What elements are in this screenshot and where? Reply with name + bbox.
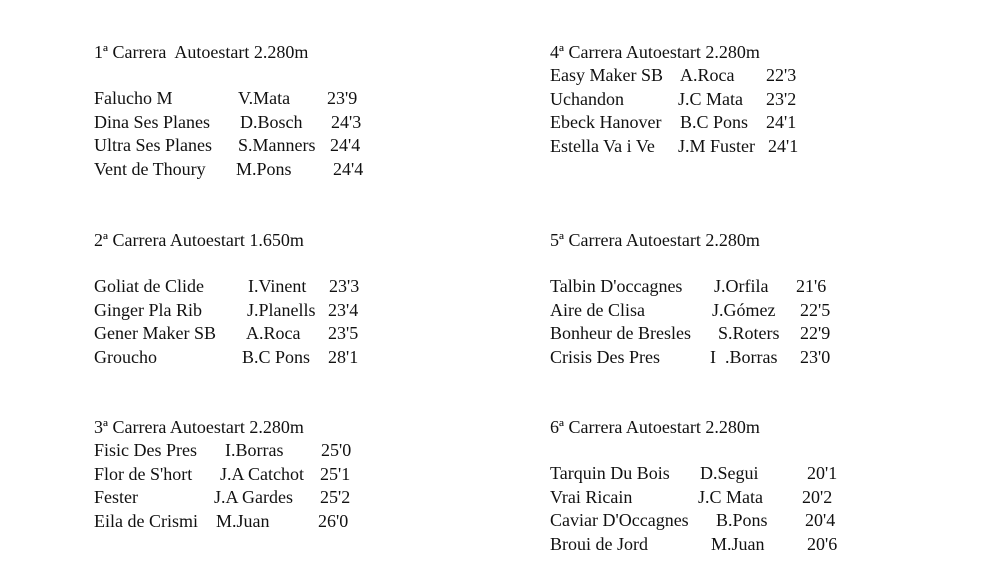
- result-row: [550, 462, 838, 486]
- result-row: [550, 275, 827, 299]
- result-row: [550, 533, 838, 557]
- race-time: 23'2: [766, 88, 797, 109]
- result-row: [94, 346, 359, 370]
- result-row: [550, 299, 831, 323]
- race-time: 23'3: [329, 276, 360, 296]
- horse-name: Ebeck Hanover: [550, 112, 662, 132]
- race-time: 22'5: [800, 299, 831, 320]
- result-row: [550, 346, 831, 370]
- race-title: 2ª Carrera Autoestart 1.650m: [94, 230, 304, 250]
- race-title: 3ª Carrera Autoestart 2.280m: [94, 417, 304, 437]
- result-row: [94, 486, 351, 510]
- race-time: 25'2: [320, 487, 351, 507]
- race-time: 23'0: [800, 346, 831, 367]
- driver-name: I .Borras: [710, 346, 778, 367]
- result-row: [94, 510, 349, 534]
- result-row: [94, 275, 360, 299]
- driver-name: J.M Fuster: [678, 135, 756, 156]
- driver-name: D.Segui: [700, 463, 759, 483]
- horse-name: Falucho M: [94, 88, 173, 108]
- result-row: [94, 322, 359, 346]
- result-row: [550, 135, 799, 159]
- horse-name: Ginger Pla Rib: [94, 299, 202, 320]
- race-time: 20'6: [807, 533, 838, 554]
- result-row: [94, 439, 352, 463]
- result-row: [550, 88, 797, 112]
- result-row: [94, 158, 364, 182]
- horse-name: Eila de Crismi: [94, 510, 198, 531]
- horse-name: Vrai Ricain: [550, 486, 633, 507]
- horse-name: Crisis Des Pres: [550, 346, 661, 367]
- result-row: [550, 64, 797, 88]
- race-4: [550, 41, 799, 158]
- driver-name: J.A Gardes: [214, 487, 293, 507]
- race-time: 24'1: [766, 112, 797, 132]
- race-time: 24'4: [330, 135, 361, 155]
- race-time: 26'0: [318, 510, 349, 531]
- race-time: 24'4: [333, 158, 364, 179]
- horse-name: Ultra Ses Planes: [94, 135, 212, 155]
- race-time: 25'0: [321, 440, 352, 460]
- horse-name: Goliat de Clide: [94, 276, 204, 296]
- race-title: 5ª Carrera Autoestart 2.280m: [550, 230, 760, 250]
- driver-name: J.C Mata: [698, 486, 763, 507]
- driver-name: I.Vinent: [248, 276, 307, 296]
- driver-name: M.Juan: [216, 510, 270, 531]
- race-2: [94, 229, 360, 369]
- race-time: 22'9: [800, 323, 831, 343]
- horse-name: Flor de S'hort: [94, 463, 193, 484]
- race-time: 20'2: [802, 486, 833, 507]
- horse-name: Groucho: [94, 346, 157, 367]
- driver-name: J.Orfila: [714, 276, 769, 296]
- horse-name: Estella Va i Ve: [550, 135, 655, 156]
- race-time: 23'9: [327, 88, 358, 108]
- horse-name: Fisic Des Pres: [94, 440, 197, 460]
- horse-name: Dina Ses Planes: [94, 111, 210, 132]
- race-title: 1ª Carrera Autoestart 2.280m: [94, 42, 309, 62]
- race-time: 28'1: [328, 346, 359, 367]
- driver-name: V.Mata: [238, 88, 291, 108]
- horse-name: Fester: [94, 487, 138, 507]
- race-title: 6ª Carrera Autoestart 2.280m: [550, 417, 760, 437]
- horse-name: Aire de Clisa: [550, 299, 645, 320]
- result-row: [94, 111, 362, 135]
- race-6: [550, 416, 838, 556]
- horse-name: Caviar D'Occagnes: [550, 510, 689, 530]
- driver-name: I.Borras: [225, 440, 284, 460]
- driver-name: J.Planells: [247, 299, 316, 320]
- result-row: [94, 463, 351, 487]
- driver-name: J.Gómez: [712, 299, 776, 320]
- race-time: 22'3: [766, 65, 797, 85]
- driver-name: M.Pons: [236, 158, 292, 179]
- result-row: [94, 299, 359, 323]
- result-row: [550, 509, 836, 533]
- driver-name: S.Manners: [238, 135, 316, 155]
- horse-name: Uchandon: [550, 88, 624, 109]
- race-time: 25'1: [320, 463, 351, 484]
- race-3: [94, 416, 352, 533]
- race-1: [94, 41, 364, 181]
- driver-name: B.C Pons: [242, 346, 311, 367]
- driver-name: A.Roca: [246, 323, 301, 343]
- horse-name: Easy Maker SB: [550, 65, 663, 85]
- horse-name: Bonheur de Bresles: [550, 323, 691, 343]
- horse-name: Vent de Thoury: [94, 158, 206, 179]
- race-time: 20'4: [805, 510, 836, 530]
- horse-name: Talbin D'occagnes: [550, 276, 683, 296]
- result-row: [550, 322, 831, 346]
- race-time: 23'4: [328, 299, 359, 320]
- horse-name: Gener Maker SB: [94, 323, 216, 343]
- race-time: 21'6: [796, 276, 827, 296]
- driver-name: J.A Catchot: [220, 463, 304, 484]
- race-title: 4ª Carrera Autoestart 2.280m: [550, 42, 760, 62]
- result-row: [94, 134, 361, 158]
- race-time: 20'1: [807, 463, 838, 483]
- horse-name: Tarquin Du Bois: [550, 463, 670, 483]
- result-row: [94, 87, 358, 111]
- race-time: 24'3: [331, 111, 362, 132]
- driver-name: J.C Mata: [678, 88, 743, 109]
- race-5: [550, 229, 831, 369]
- driver-name: M.Juan: [711, 533, 765, 554]
- driver-name: B.Pons: [716, 510, 768, 530]
- driver-name: S.Roters: [718, 323, 780, 343]
- race-time: 24'1: [768, 135, 799, 156]
- driver-name: B.C Pons: [680, 112, 749, 132]
- driver-name: D.Bosch: [240, 111, 303, 132]
- race-time: 23'5: [328, 323, 359, 343]
- horse-name: Broui de Jord: [550, 533, 648, 554]
- driver-name: A.Roca: [680, 65, 735, 85]
- result-row: [550, 486, 833, 510]
- result-row: [550, 111, 797, 135]
